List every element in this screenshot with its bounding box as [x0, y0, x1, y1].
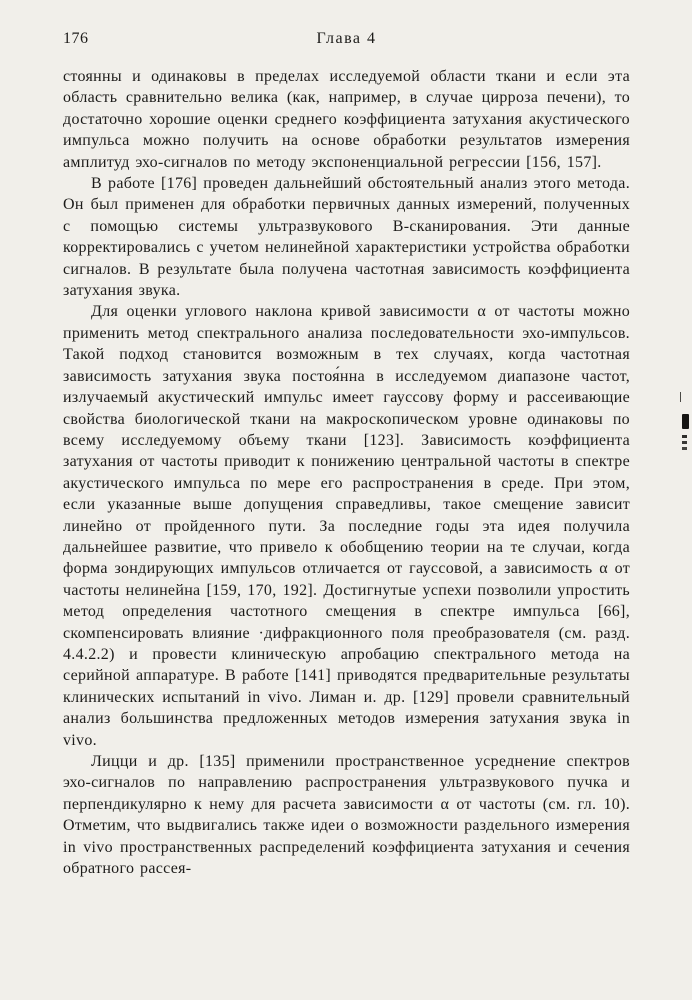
ink-mark-blob	[682, 414, 689, 429]
paragraph-continuation: стоянны и одинаковы в пределах исследуемой области ткани и если эта область сравнительно велика (как, например, в случае цирроза печени), то достаточно хорошие оценки среднего коэффициента затухания акустического импульса можно получить на основе обработки результатов измерения амплитуд эхо-сигналов по методу экспоненциальной регрессии [156, 157].	[63, 68, 630, 171]
paragraph: В работе [176] проведен дальнейший обстоятельный анализ этого метода. Он был применен для обработки первичных данных измерений, полученных с помощью системы ультразвукового В-сканирования. Эти данные корректировались с учетом нелинейной характеристики устройства обработки сигналов. В результате была получена частотная зависимость коэффициента затухания звука.	[63, 175, 630, 300]
ink-mark-dots	[682, 435, 687, 438]
ink-mark-line	[680, 392, 681, 402]
page-number: 176	[63, 30, 89, 47]
paragraph: Лицци и др. [135] применили пространственное усреднение спектров эхо-сигналов по направлению распространения ультразвукового пучка и перпендикулярно к нему для расчета зависимости α от частоты (см. гл. 10). Отметим, что выдвигались также идеи о возможности раздельного измерения in vivo пространственных распределений коэффициента затухания и сечения обратного рассея-	[63, 753, 630, 878]
page-body	[63, 66, 630, 948]
paragraph: Для оценки углового наклона кривой зависимости α от частоты можно применить метод спектрального анализа последовательности эхо-импульсов. Такой подход становится возможным в тех случаях, когда частотная зависимость затухания звука постоя́нна в исследуемом диапазоне частот, излучаемый акустический импульс имеет гауссову форму и рассеивающие свойства биологической ткани на макроскопическом уровне одинаковы по всему исследуемому объему ткани [123]. Зависимость коэффициента затухания от частоты приводит к понижению центральной частоты в спектре акустического импульса по мере его распространения в среде. При этом, если указанные выше допущения справедливы, такое смещение зависит линейно от пройденного пути. За последние годы эта идея получила дальнейшее развитие, что привело к обобщению теории на те случаи, когда форма зондирующих импульсов отличается от гауссовой, а зависимость α от частоты нелинейна [159, 170, 192]. Достигнутые успехи позволили упростить метод определения частотного смещения в спектре импульса [66], скомпенсировать влияние ·дифракционного поля преобразователя (см. разд. 4.4.2.2) и провести клиническую апробацию спектрального метода на серийной аппаратуре. В работе [141] приводятся предварительные результаты клинических испытаний in vivo. Лиман и. др. [129] провели сравнительный анализ большинства предложенных методов измерения затухания звука in vivo.	[63, 303, 630, 749]
chapter-heading: Глава 4	[316, 30, 377, 47]
running-header	[63, 30, 630, 52]
scan-artifact	[678, 408, 690, 464]
